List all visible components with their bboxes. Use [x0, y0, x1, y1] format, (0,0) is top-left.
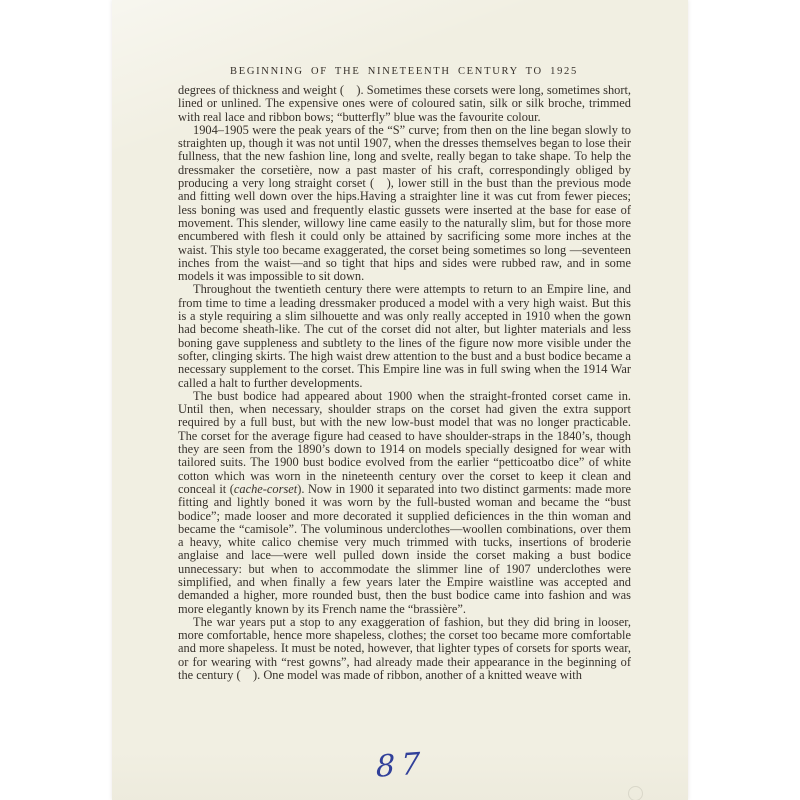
- text-segment: ). Now in 1900 it separated into two distinct garments: made more fitting and lightly boned it was worn by the full-busted woman and became the “bust bodice”; made looser and more decorated it supplied deficiences in the thin woman and became the “camisole”. The voluminous underclothes—woollen combinations, over them a heavy, white calico chemise very much trimmed with tucks, insertions of broderie anglaise and lace—were well pulled down inside the corset making a bust bodice unnecessary: but when to accommodate the slimmer line of 1907 underclothes were simplified, and when finally a few years later the Empire waistline was accepted and demanded a higher, more rounded bust, then the bust bodice came into fashion and was more elegantly known by its French name the “brassière”.: [178, 481, 631, 616]
- running-header: BEGINNING OF THE NINETEENTH CENTURY TO 1925: [230, 66, 578, 77]
- paragraph: [178, 283, 631, 389]
- faint-circle-mark: [628, 786, 643, 800]
- text-segment: The bust bodice had appeared about 1900 when the straight-fronted corset came in. Until then, when necessary, shoulder straps on the corset had given the extra support required by a full bust, but with the new low-bust model that was no longer practicable. The corset for the average figure had ceased to have shoulder-straps in the 1840’s, though they are seen from the 1890’s down to 1914 on models specially designed for wear with tailored suits. The 1900 bust bodice evolved from the earlier “petticoatbo dice” of white cotton which was worn in the nineteenth century over the corset to keep it clean and conceal it (: [178, 388, 631, 496]
- paragraph: [178, 616, 631, 682]
- paragraph: [178, 390, 631, 616]
- text-segment: 1904–1905 were the peak years of the “S” curve; from then on the line began slowly to straighten up, though it was not until 1907, when the dresses themselves began to lose their fullness, that the new fashion line, long and svelte, really began to take shape. To help the dressmaker the corsetière, now a past master of his craft, correspondingly obliged by producing a very long straight corset ( ), lower still in the bust than the previous mode and fitting well down over the hips.Having a straighter line it was cut from fewer pieces; less boning was used and frequently elastic gussets were inserted at the base for ease of movement. This slender, willowy line came easily to the naturally slim, but for those more encumbered with flesh it could only be attained by sacrificing some more inches at the waist. This style too became exaggerated, the corset being sometimes so long —seventeen inches from the waist—and so tight that hips and sides were rubbed raw, and in some models it was impossible to sit down.: [178, 122, 631, 284]
- text-segment: Throughout the twentieth century there were attempts to return to an Empire line, and from time to time a leading dressmaker produced a model with a very high waist. But this is a style requiring a slim silhouette and was only really accepted in 1910 when the gown had become sheath-like. The cut of the corset did not alter, but lighter materials and less boning gave suppleness and subtlety to the lines of the figure now more visible under the softer, clinging skirts. The high waist drew attention to the bust and a bust bodice became a necessary supplement to the corset. This Empire line was in full swing when the 1914 War called a halt to further developments.: [178, 282, 631, 390]
- scanned-page: [112, 0, 688, 800]
- paragraph: [178, 84, 631, 124]
- text-segment: degrees of thickness and weight ( ). Sometimes these corsets were long, sometimes short, lined or unlined. The expensive ones were of coloured satin, silk or silk broche, trimmed with real lace and ribbon bows; “butterfly” blue was the favourite colour.: [178, 83, 631, 124]
- text-segment: The war years put a stop to any exaggeration of fashion, but they did bring in looser, more comfortable, hence more shapeless, clothes; the corset too became more comfortable and more shapeless. It must be noted, however, that lighter types of corsets for sports wear, or for wearing with “rest gowns”, had already made their appearance in the beginning of the century ( ). One model was made of ribbon, another of a knitted weave with: [178, 614, 631, 683]
- paragraph: [178, 124, 631, 284]
- italic-text-segment: cache-corset: [233, 481, 298, 496]
- body-text: [178, 84, 631, 682]
- handwritten-page-number: 87: [376, 746, 427, 785]
